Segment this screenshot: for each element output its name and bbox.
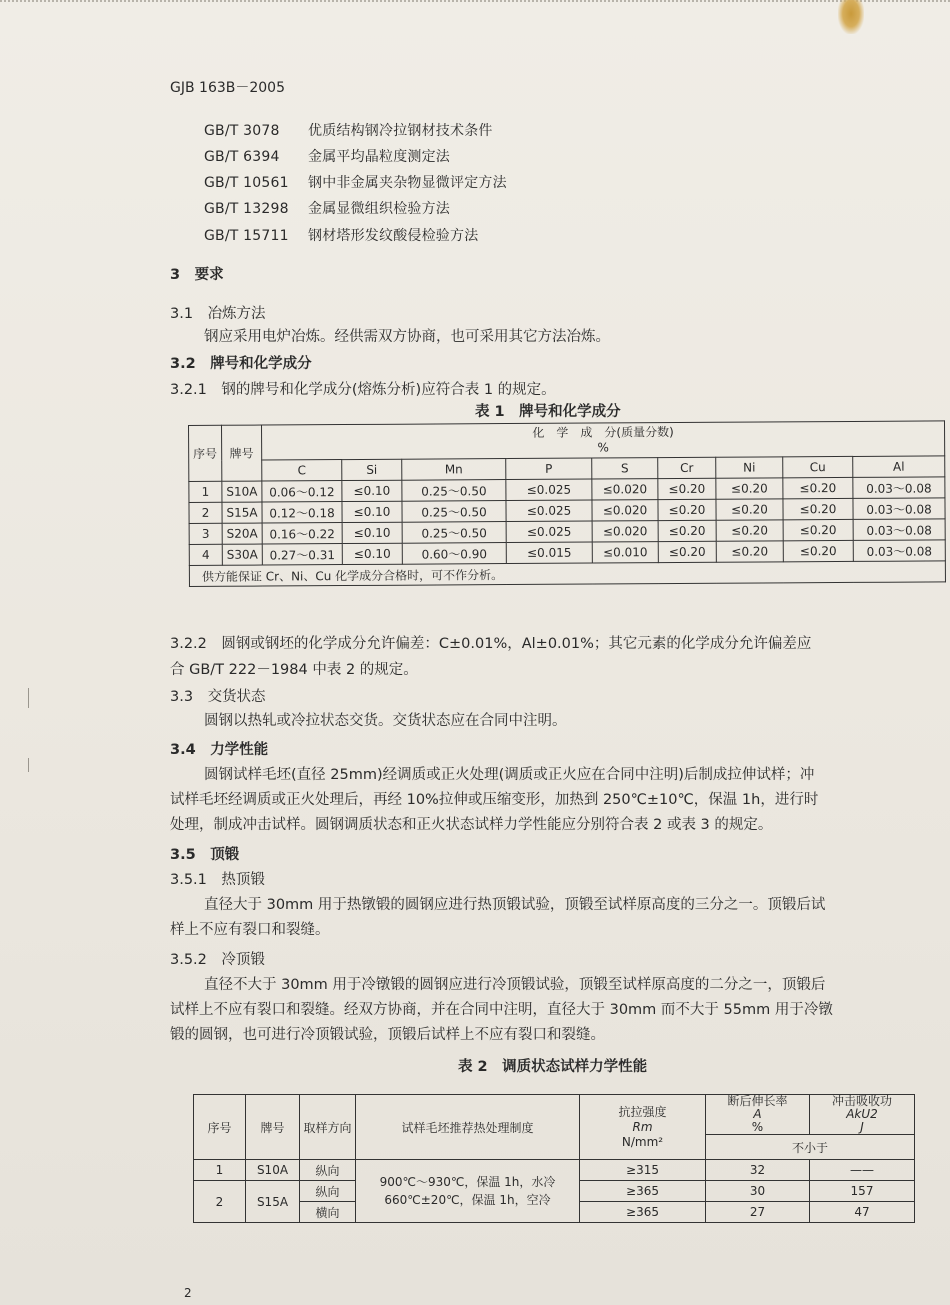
reference-item: GB/T 15711 钢材塔形发纹酸侵检验方法 bbox=[204, 228, 479, 244]
section-3-5-2-text: 锻的圆钢，也可进行冷顶锻试验，顶锻后试样上不应有裂口和裂缝。 bbox=[170, 1027, 605, 1043]
table-row: 1 S10A 纵向 900℃～930℃，保温 1h，水冷 660℃±20℃，保温 1h，空冷 ≥315 32 —— bbox=[194, 1160, 915, 1181]
table-row: 2 S15A 0.12～0.18 ≤0.10 0.25～0.50 ≤0.025 ≤0.020 ≤0.20 ≤0.20 ≤0.20 0.03～0.08 bbox=[189, 498, 945, 524]
section-3-3-heading: 3.3 交货状态 bbox=[170, 689, 266, 705]
page-number: 2 bbox=[184, 1286, 192, 1300]
table-heat-treatment: 900℃～930℃，保温 1h，水冷 660℃±20℃，保温 1h，空冷 bbox=[356, 1160, 580, 1223]
section-3-5-2-text: 试样上不应有裂口和裂缝。经双方协商，并在合同中注明，直径大于 30mm 而不大于 55mm 用于冷镦 bbox=[170, 1002, 833, 1018]
table-header-min: 不小于 bbox=[706, 1135, 915, 1160]
section-3-3-text: 圆钢以热轧或冷拉状态交货。交货状态应在合同中注明。 bbox=[204, 713, 567, 729]
section-3-5-1-heading: 3.5.1 热顶锻 bbox=[170, 872, 265, 888]
table-header-heat-treatment: 试样毛坯推荐热处理制度 bbox=[356, 1095, 580, 1160]
table-1-caption: 表 1 牌号和化学成分 bbox=[475, 404, 621, 420]
table-header-element: C bbox=[262, 460, 342, 481]
section-3-5-heading: 3.5 顶锻 bbox=[170, 847, 240, 863]
section-3-4-text: 处理，制成冲击试样。圆钢调质状态和正火状态试样力学性能应分别符合表 2 或表 3 的规定。 bbox=[170, 817, 773, 833]
top-dotted-edge bbox=[0, 0, 950, 5]
reference-item: GB/T 6394 金属平均晶粒度测定法 bbox=[204, 149, 450, 165]
section-3-2-2-text: 合 GB/T 222－1984 中表 2 的规定。 bbox=[170, 662, 418, 678]
table-header-element: Cu bbox=[783, 456, 853, 477]
table-header-elongation: 断后伸长率 A % bbox=[706, 1095, 810, 1135]
table-header-element: Ni bbox=[716, 457, 783, 478]
section-3-2-heading: 3.2 牌号和化学成分 bbox=[170, 356, 312, 372]
section-3-heading: 3 要求 bbox=[170, 267, 224, 283]
reference-item: GB/T 10561 钢中非金属夹杂物显微评定方法 bbox=[204, 175, 507, 191]
section-3-4-text: 圆钢试样毛坯(直径 25mm)经调质或正火处理(调质或正火应在合同中注明)后制成拉伸试样；冲 bbox=[204, 767, 815, 783]
table-header-no: 序号 bbox=[189, 425, 222, 481]
section-3-4-text: 试样毛坯经调质或正火处理后，再经 10%拉伸或压缩变形，加热到 250℃±10℃，保温 1h，进行时 bbox=[170, 792, 819, 808]
table-note: 供方能保证 Cr、Ni、Cu 化学成分合格时，可不作分析。 bbox=[189, 561, 945, 587]
document-code: GJB 163B－2005 bbox=[170, 80, 285, 96]
section-3-1-text: 钢应采用电炉冶炼。经供需双方协商，也可采用其它方法冶炼。 bbox=[204, 329, 610, 345]
table-1 bbox=[188, 420, 946, 587]
table-header-tensile-strength: 抗拉强度 Rm N/mm² bbox=[580, 1095, 706, 1160]
section-3-4-heading: 3.4 力学性能 bbox=[170, 742, 269, 758]
table-header-element: P bbox=[506, 458, 592, 480]
section-3-5-2-text: 直径不大于 30mm 用于冷镦锻的圆钢应进行冷顶锻试验，顶锻至试样原高度的二分之一，顶锻后 bbox=[204, 977, 826, 993]
scan-mark bbox=[28, 758, 29, 772]
table-2 bbox=[193, 1094, 915, 1223]
table-row: 3 S20A 0.16～0.22 ≤0.10 0.25～0.50 ≤0.025 ≤0.020 ≤0.20 ≤0.20 ≤0.20 0.03～0.08 bbox=[189, 519, 945, 545]
table-header-no: 序号 bbox=[194, 1095, 246, 1160]
table-header-grade: 牌号 bbox=[222, 425, 262, 481]
paper-stain bbox=[838, 0, 864, 34]
section-3-5-2-heading: 3.5.2 冷顶锻 bbox=[170, 952, 265, 968]
table-row: 横向 ≥365 27 47 bbox=[194, 1202, 915, 1223]
section-3-1-heading: 3.1 冶炼方法 bbox=[170, 306, 266, 322]
table-header-composition: 化 学 成 分(质量分数) % bbox=[262, 421, 945, 460]
table-header-element: Al bbox=[853, 456, 945, 478]
table-row: 4 S30A 0.27～0.31 ≤0.10 0.60～0.90 ≤0.015 ≤0.010 ≤0.20 ≤0.20 ≤0.20 0.03～0.08 bbox=[189, 540, 945, 566]
scan-mark bbox=[28, 688, 29, 708]
table-header-element: Mn bbox=[402, 459, 506, 481]
table-row: 1 S10A 0.06～0.12 ≤0.10 0.25～0.50 ≤0.025 ≤0.020 ≤0.20 ≤0.20 ≤0.20 0.03～0.08 bbox=[189, 477, 945, 503]
table-header-element: S bbox=[592, 458, 658, 479]
table-header-element: Cr bbox=[658, 457, 716, 478]
section-3-2-2-text: 3.2.2 圆钢或钢坯的化学成分允许偏差：C±0.01%，Al±0.01%；其它元素的化学成分允许偏差应 bbox=[170, 636, 812, 652]
table-header-element: Si bbox=[342, 459, 402, 480]
table-row: 2 S15A 纵向 ≥365 30 157 bbox=[194, 1181, 915, 1202]
table-2-caption: 表 2 调质状态试样力学性能 bbox=[458, 1059, 648, 1075]
reference-item: GB/T 13298 金属显微组织检验方法 bbox=[204, 201, 450, 217]
reference-item: GB/T 3078 优质结构钢冷拉钢材技术条件 bbox=[204, 123, 493, 139]
table-header-direction: 取样方向 bbox=[300, 1095, 356, 1160]
section-3-5-1-text: 样上不应有裂口和裂缝。 bbox=[170, 922, 330, 938]
table-header-impact-energy: 冲击吸收功 AkU2 J bbox=[810, 1095, 915, 1135]
section-3-5-1-text: 直径大于 30mm 用于热镦锻的圆钢应进行热顶锻试验，顶锻至试样原高度的三分之一。顶锻后试 bbox=[204, 897, 826, 913]
table-header-grade: 牌号 bbox=[246, 1095, 300, 1160]
section-3-2-1-text: 3.2.1 钢的牌号和化学成分(熔炼分析)应符合表 1 的规定。 bbox=[170, 382, 556, 398]
